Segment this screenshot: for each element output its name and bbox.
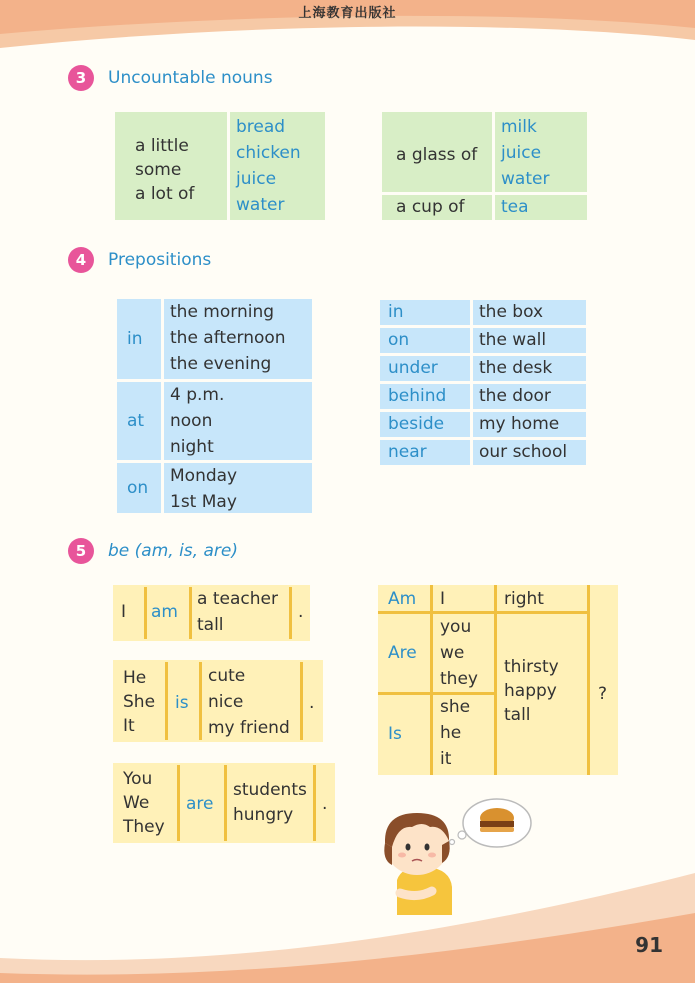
punctuation: ? <box>598 684 608 704</box>
prep-in-cell <box>117 299 161 379</box>
place-obj: the desk <box>479 358 553 378</box>
be-table-are <box>113 763 335 843</box>
verb-cell <box>186 791 214 817</box>
subject: They <box>123 817 165 837</box>
divider <box>587 585 590 775</box>
complement: nice <box>208 692 244 712</box>
place-obj-cell <box>473 412 586 437</box>
place-obj-cell <box>473 384 586 409</box>
place-prep: near <box>388 442 427 462</box>
complement: hungry <box>233 805 294 825</box>
cup-item-cell <box>495 195 587 220</box>
glass-item: juice <box>501 143 542 163</box>
end-punct <box>598 681 607 707</box>
prep-label: in <box>127 329 143 349</box>
divider <box>289 587 292 639</box>
divider <box>313 765 316 841</box>
place-obj: the door <box>479 386 551 406</box>
time-item: night <box>170 437 214 457</box>
cup-label: a cup of <box>396 197 465 217</box>
punctuation: . <box>298 602 304 622</box>
place-obj: the box <box>479 302 544 322</box>
time-item: the afternoon <box>170 328 286 348</box>
place-prep: on <box>388 330 410 350</box>
time-item: the evening <box>170 354 272 374</box>
subject: I <box>440 589 446 609</box>
section-number: 3 <box>68 65 94 91</box>
place-prep-cell <box>380 440 470 465</box>
punctuation: . <box>322 794 328 814</box>
place-obj-cell <box>473 440 586 465</box>
place-obj: our school <box>479 442 568 462</box>
divider <box>378 611 587 614</box>
complement-cell <box>208 663 290 741</box>
subject: I <box>121 602 127 622</box>
verb-cell <box>388 721 402 747</box>
complement: students <box>233 780 307 800</box>
subject: She <box>123 692 156 712</box>
subject-cell <box>123 767 165 839</box>
page-number: 91 <box>635 933 663 957</box>
end-punct <box>298 599 303 625</box>
complement: tall <box>197 615 224 635</box>
subject-cell <box>440 614 478 692</box>
noun-item: juice <box>236 169 277 189</box>
thinking-child-illustration <box>372 795 542 915</box>
place-obj-cell <box>473 356 586 381</box>
complement-cell <box>233 778 307 828</box>
subject: they <box>440 669 478 689</box>
noun-cell <box>230 112 325 220</box>
place-prep: under <box>388 358 438 378</box>
be-question-table <box>378 585 618 775</box>
place-obj-cell <box>473 300 586 325</box>
glass-label: a glass of <box>396 145 478 165</box>
place-prep-cell <box>380 384 470 409</box>
divider <box>177 765 180 841</box>
end-punct <box>322 791 327 817</box>
subject-cell <box>123 666 155 738</box>
title-be: be <box>108 541 130 561</box>
section-title: Uncountable nouns <box>108 68 273 88</box>
section-4-heading <box>68 247 211 273</box>
place-prep-cell <box>380 300 470 325</box>
glass-items-cell <box>495 112 587 192</box>
subject-cell <box>440 586 445 612</box>
prep-at-items <box>164 382 312 460</box>
verb: am <box>151 602 178 622</box>
section-title <box>108 541 238 561</box>
section-title: Prepositions <box>108 250 212 270</box>
place-prep-cell <box>380 412 470 437</box>
time-item: noon <box>170 411 213 431</box>
be-table-am <box>113 585 310 641</box>
prep-label: at <box>127 411 145 431</box>
quantifier-item: a little <box>135 136 189 156</box>
complement: cute <box>208 666 246 686</box>
subject-cell <box>121 599 126 625</box>
place-prep-cell <box>380 328 470 353</box>
divider <box>144 587 147 639</box>
subject: He <box>123 668 147 688</box>
bottom-decor-band <box>0 873 695 983</box>
glass-item: water <box>501 169 550 189</box>
cup-item: tea <box>501 197 529 217</box>
divider <box>300 662 303 740</box>
quantifier-cell <box>115 112 227 220</box>
divider <box>224 765 227 841</box>
glass-item: milk <box>501 117 537 137</box>
divider <box>165 662 168 740</box>
section-5-heading <box>68 538 238 564</box>
subject: It <box>123 716 135 736</box>
complement: my friend <box>208 718 290 738</box>
adjective: tall <box>504 705 531 725</box>
verb: Am <box>388 589 417 609</box>
publisher-header: 上海教育出版社 <box>298 6 397 21</box>
place-prep: in <box>388 302 404 322</box>
verb-cell <box>388 586 416 612</box>
complement-cell <box>197 586 278 638</box>
noun-item: bread <box>236 117 286 137</box>
place-obj-cell <box>473 328 586 353</box>
verb-cell <box>175 690 189 716</box>
subject: we <box>440 643 465 663</box>
divider <box>378 692 494 695</box>
adjective: happy <box>504 681 557 701</box>
verb-cell <box>388 640 417 666</box>
be-table-is <box>113 660 323 742</box>
subject: it <box>440 749 452 769</box>
place-prep: beside <box>388 414 445 434</box>
subject: he <box>440 723 462 743</box>
verb: Is <box>388 724 402 744</box>
section-number: 5 <box>68 538 94 564</box>
time-item: the morning <box>170 302 275 322</box>
title-forms: (am, is, are) <box>134 541 238 561</box>
subject: We <box>123 793 150 813</box>
prep-on-cell <box>117 463 161 513</box>
quantifier-item: a lot of <box>135 184 195 204</box>
prep-on-items <box>164 463 312 513</box>
adjective: thirsty <box>504 657 559 677</box>
cup-label-cell <box>382 195 492 220</box>
verb: is <box>175 693 189 713</box>
verb-cell <box>151 599 178 625</box>
time-item: 1st May <box>170 492 237 512</box>
prep-label: on <box>127 478 149 498</box>
time-item: 4 p.m. <box>170 385 225 405</box>
time-item: Monday <box>170 466 238 486</box>
place-prep: behind <box>388 386 447 406</box>
place-prep-cell <box>380 356 470 381</box>
adjective-cell <box>504 655 559 727</box>
noun-item: chicken <box>236 143 301 163</box>
punctuation: . <box>309 693 315 713</box>
verb: are <box>186 794 214 814</box>
prep-in-items <box>164 299 312 379</box>
place-obj: the wall <box>479 330 547 350</box>
end-punct <box>309 690 314 716</box>
quantifier-item: some <box>135 160 182 180</box>
adjective: right <box>504 589 544 609</box>
subject: you <box>440 617 472 637</box>
subject: she <box>440 697 471 717</box>
section-number: 4 <box>68 247 94 273</box>
subject: You <box>123 769 153 789</box>
complement: a teacher <box>197 589 278 609</box>
verb: Are <box>388 643 417 663</box>
divider <box>189 587 192 639</box>
divider <box>199 662 202 740</box>
place-obj: my home <box>479 414 560 434</box>
glass-label-cell <box>382 112 492 192</box>
section-3-heading <box>68 65 273 91</box>
adjective-cell <box>504 586 544 612</box>
prep-at-cell <box>117 382 161 460</box>
noun-item: water <box>236 195 285 215</box>
subject-cell <box>440 694 470 772</box>
